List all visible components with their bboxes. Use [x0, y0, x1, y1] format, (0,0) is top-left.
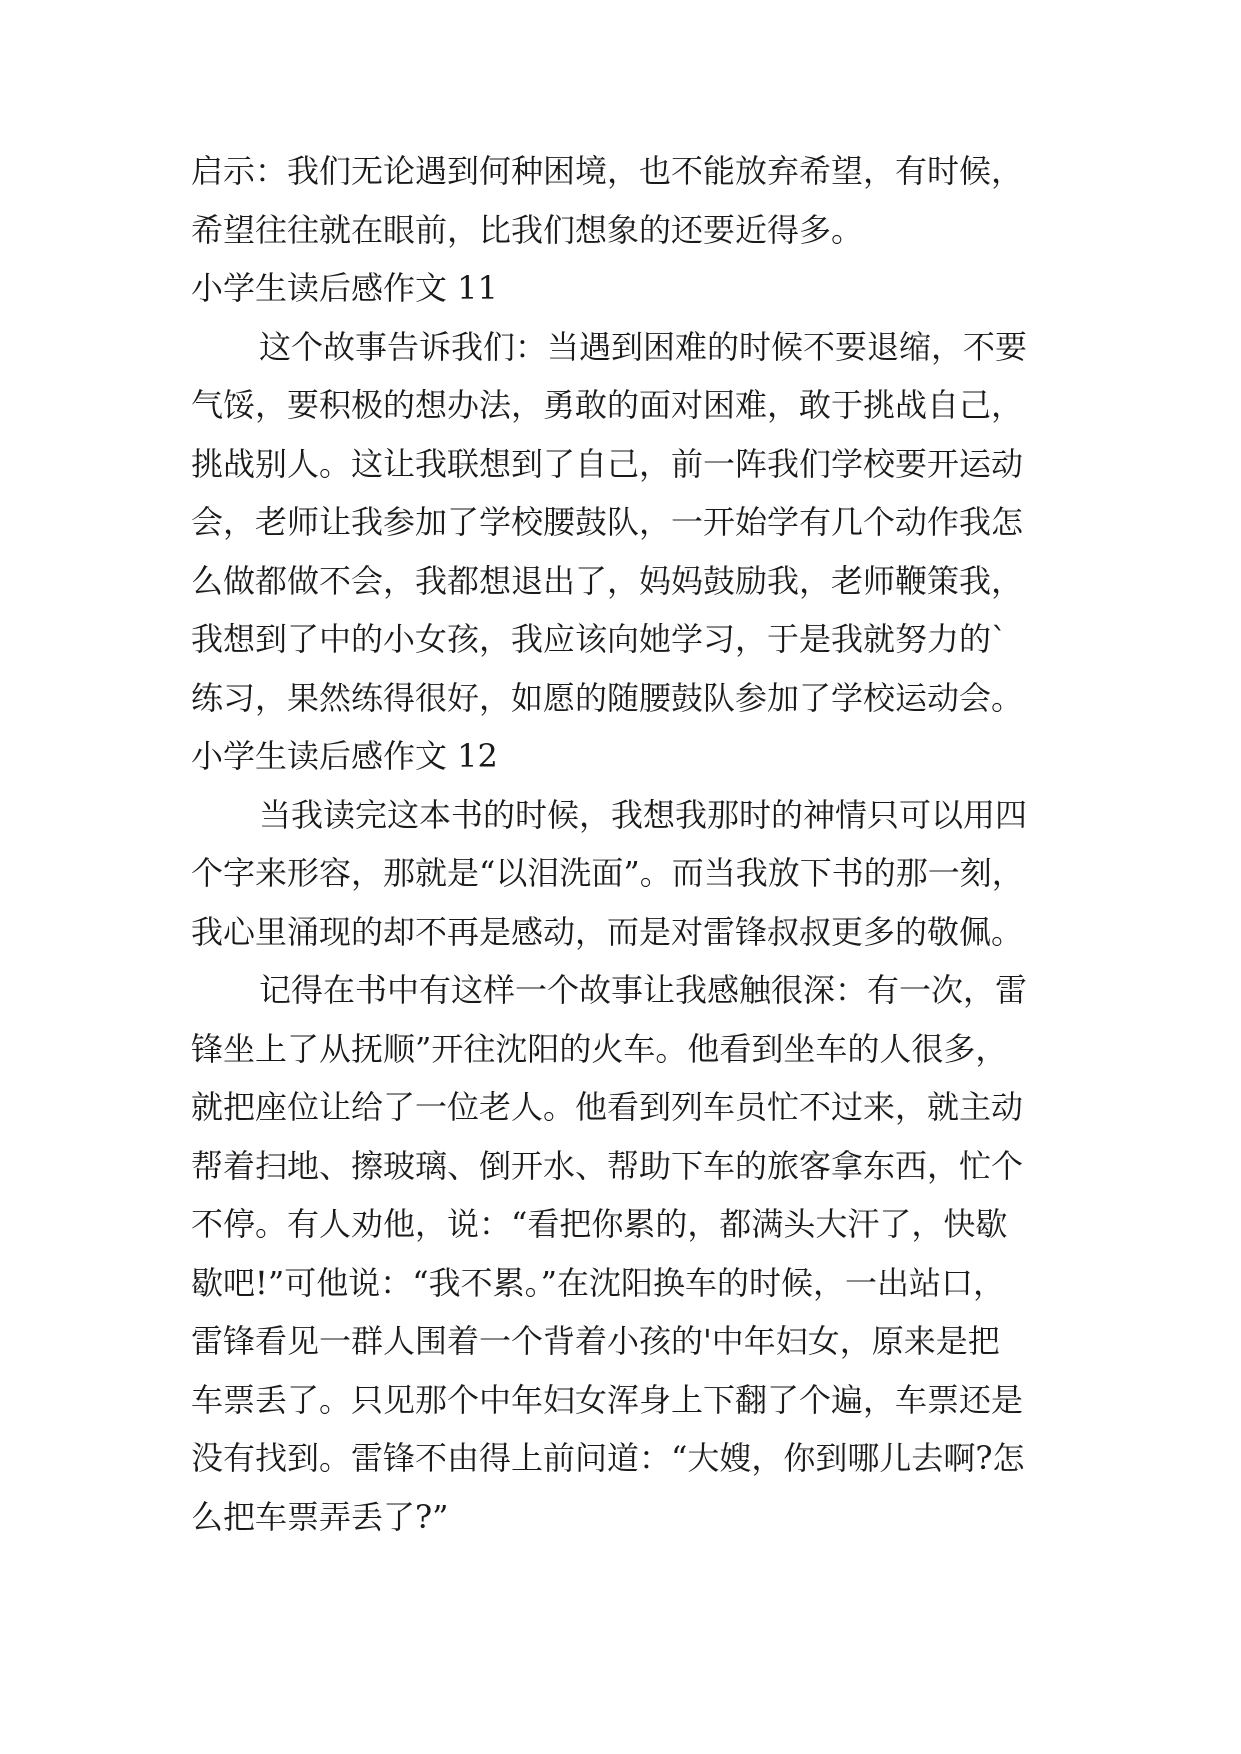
text-line: 帮着扫地、擦玻璃、倒开水、帮助下车的旅客拿东西，忙个 [191, 1146, 1024, 1185]
text-line: 希望往往就在眼前，比我们想象的还要近得多。 [191, 210, 864, 249]
text-line: 练习，果然练得很好，如愿的随腰鼓队参加了学校运动会。 [191, 678, 1024, 717]
text-line: 我心里涌现的却不再是感动，而是对雷锋叔叔更多的敬佩。 [191, 912, 1024, 951]
text-line: 启示：我们无论遇到何种困境，也不能放弃希望，有时候， [191, 152, 1024, 190]
text-line: 会，老师让我参加了学校腰鼓队，一开始学有几个动作我怎 [191, 503, 1024, 541]
text-line: 我想到了中的小女孩，我应该向她学习，于是我就努力的` [191, 620, 1008, 658]
text-line: 雷锋看见一群人围着一个背着小孩的'中年妇女，原来是把 [191, 1322, 1000, 1360]
text-line: 当我读完这本书的时候，我想我那时的神情只可以用四 [259, 795, 1028, 834]
text-line: 没有找到。雷锋不由得上前问道：“大嫂，你到哪儿去啊?怎 [191, 1439, 1025, 1477]
text-line: 个字来形容，那就是“以泪洗面”。而当我放下书的那一刻， [191, 854, 1024, 892]
section-heading-12: 小学生读后感作文 12 [191, 737, 498, 775]
text-line: 记得在书中有这样一个故事让我感触很深：有一次，雷 [259, 971, 1028, 1009]
section-heading-11: 小学生读后感作文 11 [191, 269, 498, 307]
paragraph-essay-11 [191, 318, 1071, 728]
text-line: 锋坐上了从抚顺”开往沈阳的火车。他看到坐车的人很多， [191, 1029, 1008, 1068]
text-line: 气馁，要积极的想办法，勇敢的面对困难，敢于挑战自己， [191, 386, 1024, 424]
paragraph-essay-12-intro [191, 786, 1071, 962]
text-line: 不停。有人劝他，说：“看把你累的，都满头大汗了，快歇 [191, 1205, 1008, 1243]
text-line: 么做都做不会，我都想退出了，妈妈鼓励我，老师鞭策我， [191, 561, 1024, 600]
document-page [191, 142, 1071, 1546]
paragraph-essay-12-story [191, 961, 1071, 1546]
text-line: 这个故事告诉我们：当遇到困难的时候不要退缩，不要 [259, 327, 1028, 366]
text-line: 车票丢了。只见那个中年妇女浑身上下翻了个遍，车票还是 [191, 1380, 1024, 1419]
text-line: 么把车票弄丢了?” [191, 1497, 449, 1536]
paragraph-revelation [191, 142, 1071, 259]
text-line: 挑战别人。这让我联想到了自己，前一阵我们学校要开运动 [191, 444, 1024, 483]
text-line: 就把座位让给了一位老人。他看到列车员忙不过来，就主动 [191, 1088, 1024, 1126]
text-line: 歇吧!”可他说：“我不累。”在沈阳换车的时候，一出站口， [191, 1263, 1005, 1302]
